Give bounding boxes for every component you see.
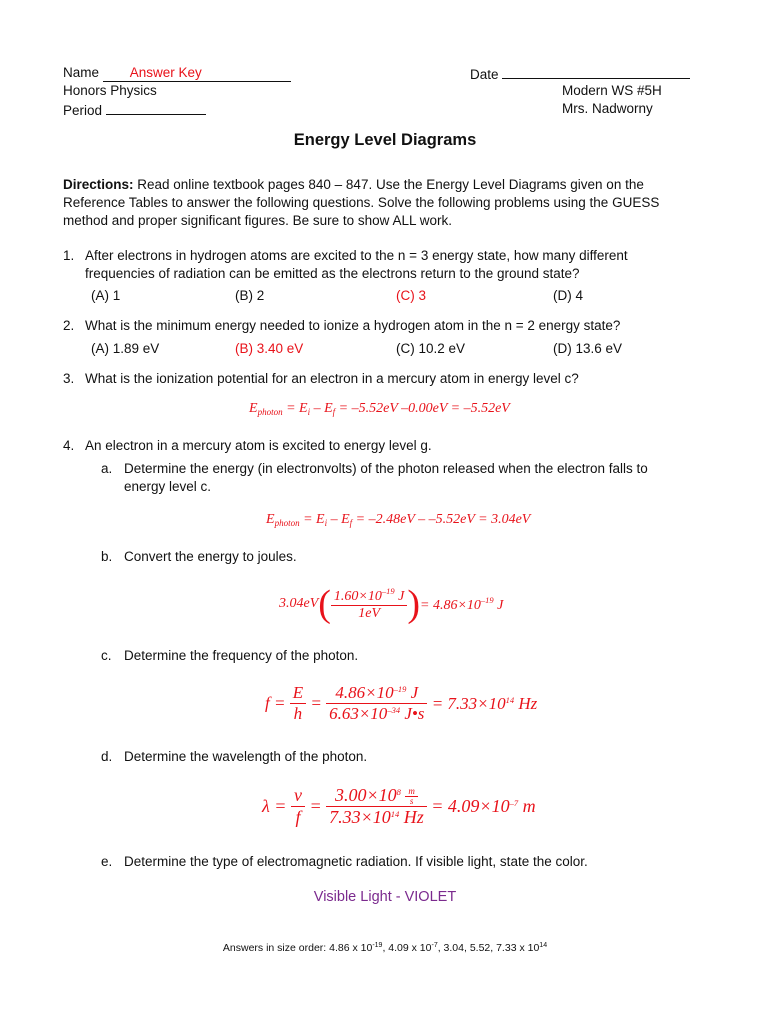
q1-choice-b: (B) 2: [235, 288, 265, 303]
q1-number: 1.: [63, 248, 75, 263]
page-title: Energy Level Diagrams: [293, 131, 477, 149]
q4-text-1: An electron in a mercury atom is excited to energy level g.: [85, 438, 432, 453]
q4-number: 4.: [63, 438, 75, 453]
q4b-text-1: Convert the energy to joules.: [124, 549, 297, 564]
class-label: Honors Physics: [63, 83, 157, 98]
name-line: [63, 64, 291, 82]
q4a-text-1: Determine the energy (in electronvolts) of the photon released when the electron falls to: [124, 461, 648, 476]
q2-text-1: What is the minimum energy needed to ionize a hydrogen atom in the n = 2 energy state?: [85, 318, 621, 333]
q2-number: 2.: [63, 318, 75, 333]
directions-line-1: Directions: Read online textbook pages 840 – 847. Use the Energy Level Diagrams given on the: [63, 177, 644, 192]
q4e-letter: e.: [101, 854, 113, 869]
date-line: [470, 64, 690, 83]
q4a-letter: a.: [101, 461, 113, 476]
q3-equation: $E_{photon} = E_i - E_f = -5.52eV$ –0.00eV = –5.52eV: [249, 401, 510, 417]
q4a-text-2: energy level c.: [124, 479, 212, 494]
period-label: Period: [63, 103, 103, 118]
q4b-letter: b.: [101, 549, 113, 564]
q2-choice-d: (D) 13.6 eV: [553, 341, 623, 356]
q4b-equation: 3.04eV( $\frac{1.60\times 10^{-19} J}{1eV}$ )= $4.86\times 10^{-19}$ J: [279, 583, 504, 625]
q4e-answer: Visible Light - VIOLET: [313, 889, 457, 905]
q4c-text-1: Determine the frequency of the photon.: [124, 648, 359, 663]
q4e-text-1: Determine the type of electromagnetic radiation. If visible light, state the color.: [124, 854, 588, 869]
directions-line-3: method and proper significant figures. Be sure to show ALL work.: [63, 213, 452, 228]
q4a-equation: $E_{photon} = E_i - E_f = -2.48eV - -5.52eV = 3.04eV$: [266, 512, 531, 528]
q4c-equation: f = $\frac{E}{h}$ = $\frac{4.86\times 10^{-19} J}{6.63\times 10^{-34} J•s}$ = $7.33\times 10^{14}$ Hz: [265, 683, 538, 723]
period-blank: [106, 100, 206, 115]
answers-footer: Answers in size order: 4.86 x $10^{-19}$, 4.09 x $10^{-7}$, 3.04, 5.52, 7.33 x $10^{14}$: [222, 942, 548, 954]
q1-text-2: frequencies of radiation can be emitted as the electrons return to the ground state?: [85, 266, 580, 281]
q2-choice-c: (C) 10.2 eV: [396, 341, 466, 356]
name-value: Answer Key: [103, 64, 291, 82]
q4d-text-1: Determine the wavelength of the photon.: [124, 749, 368, 764]
q1-choice-c-answer: (C) 3: [396, 288, 426, 303]
date-label: Date: [470, 67, 499, 82]
date-blank: [502, 64, 690, 79]
teacher-name: Mrs. Nadworny: [562, 101, 653, 116]
period-line: [63, 100, 206, 119]
q1-choice-a: (A) 1: [91, 288, 121, 303]
directions-label: Directions:: [63, 177, 134, 192]
q4d-letter: d.: [101, 749, 113, 764]
directions-line-2: Reference Tables to answer the following questions. Solve the following problems using the GUESS: [63, 195, 660, 210]
q4c-letter: c.: [101, 648, 112, 663]
q1-choice-d: (D) 4: [553, 288, 583, 303]
q1-text-1: After electrons in hydrogen atoms are excited to the n = 3 energy state, how many different: [85, 248, 628, 263]
name-label: Name: [63, 65, 100, 80]
q4d-equation: λ = $\frac{v}{f}$ = $3.00\times 10^8$ $\frac{m}{s}$ $7.33\times 10^{14}$ Hz = $4.09\times 10^{-7}$ m: [262, 785, 536, 828]
q2-choice-b-answer: (B) 3.40 eV: [235, 341, 304, 356]
q3-number: 3.: [63, 371, 75, 386]
q2-choice-a: (A) 1.89 eV: [91, 341, 160, 356]
q3-text-1: What is the ionization potential for an electron in a mercury atom in energy level c?: [85, 371, 579, 386]
worksheet-id: Modern WS #5H: [562, 83, 662, 98]
